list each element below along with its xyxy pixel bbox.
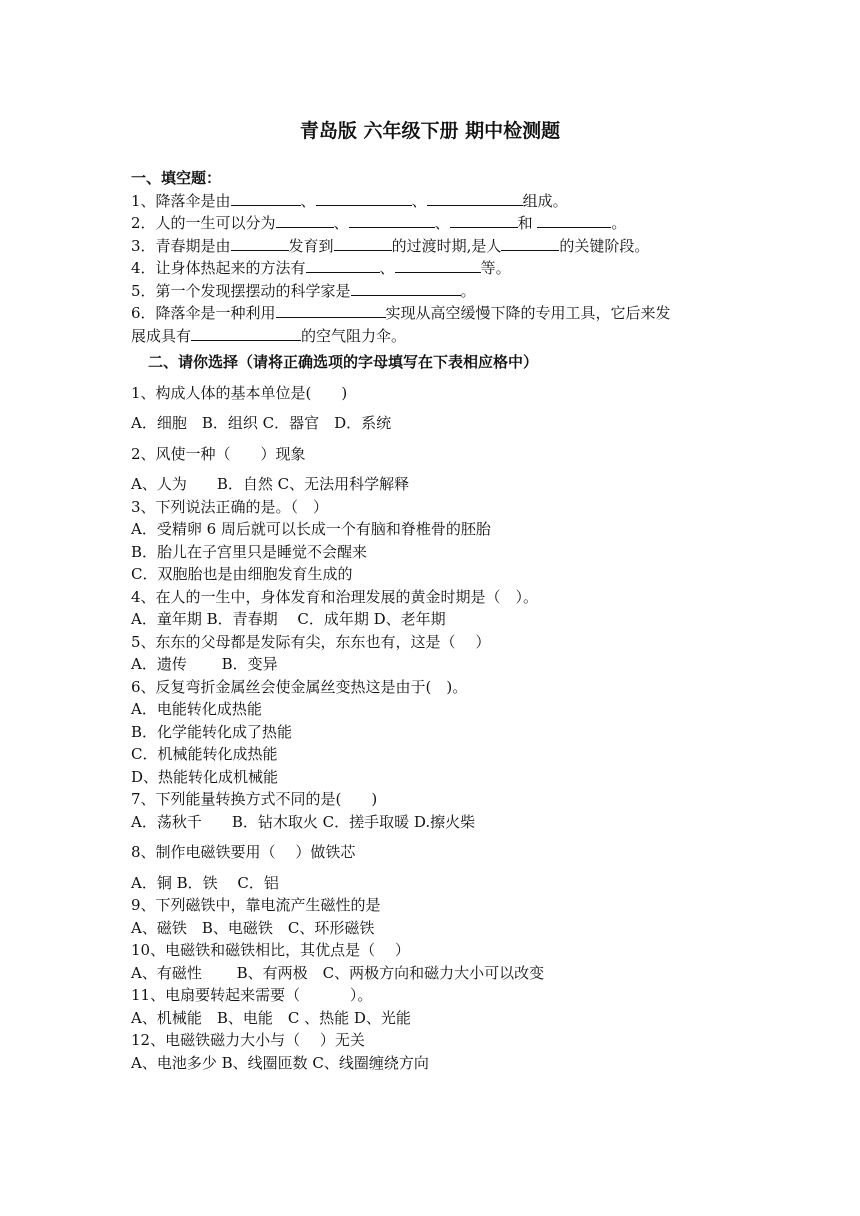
option-line: D、热能转化成机械能 <box>131 767 279 786</box>
section-heading-fill-blanks: 一、填空题： <box>131 169 222 187</box>
option-line: A．荡秋千 B．钻木取火 C．搓手取暖 D.擦火柴 <box>131 812 476 831</box>
option-line: A．遗传 B．变异 <box>131 655 278 673</box>
answer-blank[interactable] <box>231 236 289 251</box>
question-line: 10、电磁铁和磁铁相比，其优点是（ ） <box>131 941 410 959</box>
question-line: 6、反复弯折金属丝会使金属丝变热这是由于( )。 <box>131 677 468 696</box>
question-line: 8、制作电磁铁要用（ ）做铁芯 <box>131 843 356 861</box>
option-line: B．化学能转化成了热能 <box>131 722 293 741</box>
option-line: A、磁铁 B、电磁铁 C、环形磁铁 <box>131 918 375 937</box>
answer-blank[interactable] <box>427 191 523 206</box>
question-line: 5、东东的父母都是发际有尖，东东也有，这是（ ） <box>131 632 491 651</box>
option-line: C．机械能转化成热能 <box>131 745 278 763</box>
q6-text: 展成具有 <box>131 326 192 345</box>
q3-text: 3．青春期是由 <box>131 236 231 255</box>
option-line: A．细胞 B．组织 C．器官 D．系统 <box>131 414 392 432</box>
question-line: 12、电磁铁磁力大小与（ ）无关 <box>131 1031 365 1049</box>
option-line: A、电池多少 B、线圈匝数 C、线圈缠绕方向 <box>131 1053 429 1072</box>
q2-end: 。 <box>611 214 627 232</box>
answer-blank[interactable] <box>537 213 611 228</box>
q6-text: 6．降落伞是一种利用 <box>131 304 276 322</box>
question-line: 3、下列说法正确的是。（ ） <box>131 497 329 516</box>
answer-blank[interactable] <box>276 303 386 318</box>
answer-blank[interactable] <box>231 191 301 206</box>
section-multiple-choice <box>131 351 751 1074</box>
answer-blank[interactable] <box>316 191 412 206</box>
q4-sep: 、 <box>379 259 395 277</box>
option-line: A．受精卵 6 周后就可以长成一个有脑和脊椎骨的胚胎 <box>131 520 491 538</box>
answer-blank[interactable] <box>191 326 301 341</box>
q2-sep: 、 <box>333 214 349 232</box>
q6-text: 实现从高空缓慢下降的专用工具，它后来发 <box>385 304 671 322</box>
option-line: A、有磁性 B、有两极 C、两极方向和磁力大小可以改变 <box>131 963 545 982</box>
question-line: 1、构成人体的基本单位是( ) <box>131 383 348 402</box>
question-line: 2、风使一种（ ）现象 <box>131 444 306 463</box>
option-line: A．电能转化成热能 <box>131 700 262 718</box>
question-1 <box>131 190 751 213</box>
answer-blank[interactable] <box>276 213 334 228</box>
question-5 <box>131 280 751 303</box>
question-line: 9、下列磁铁中，靠电流产生磁性的是 <box>131 896 381 914</box>
option-line: C．双胞胎也是由细胞发育生成的 <box>131 565 353 583</box>
question-3 <box>131 235 751 258</box>
option-line: A．童年期 B．青春期 C．成年期 D、老年期 <box>131 610 446 628</box>
q3-text: 的过渡时期,是人 <box>391 236 502 255</box>
q5-end: 。 <box>460 281 476 300</box>
q6-end: 的空气阻力伞。 <box>301 326 407 345</box>
question-line: 7、下列能量转换方式不同的是( ) <box>131 790 378 808</box>
q3-text: 发育到 <box>288 236 334 255</box>
q1-end: 组成。 <box>522 191 568 210</box>
section-fill-blanks <box>131 167 751 347</box>
question-2 <box>131 212 751 235</box>
option-line: B．胎儿在子宫里只是睡觉不会醒来 <box>131 542 368 561</box>
question-6-cont <box>131 325 751 348</box>
q1-text: 1、降落伞是由 <box>131 191 231 210</box>
answer-blank[interactable] <box>501 236 559 251</box>
question-6 <box>131 302 751 325</box>
q2-sep: 、 <box>434 214 450 232</box>
q5-text: 5．第一个发现摆摆动的科学家是 <box>131 281 351 300</box>
answer-blank[interactable] <box>351 281 461 296</box>
answer-blank[interactable] <box>349 213 435 228</box>
answer-blank[interactable] <box>450 213 518 228</box>
question-line: 4、在人的一生中，身体发育和治理发展的黄金时期是（ ）。 <box>131 587 539 606</box>
answer-blank[interactable] <box>306 258 380 273</box>
q1-sep: 、 <box>300 191 316 210</box>
answer-blank[interactable] <box>395 258 481 273</box>
page-title: 青岛版 六年级下册 期中检测题 <box>299 120 561 142</box>
option-line: A、人为 B．自然 C、无法用科学解释 <box>131 475 410 493</box>
q2-sep: 和 <box>517 214 538 232</box>
q4-end: 等。 <box>480 259 511 277</box>
option-line: A、机械能 B、电能 C 、热能 D、光能 <box>131 1008 411 1027</box>
q2-text: 2．人的一生可以分为 <box>131 214 276 232</box>
section-heading-multiple-choice: 二、请你选择（请将正确选项的字母填写在下表相应格中） <box>148 353 539 371</box>
question-4 <box>131 257 751 280</box>
q3-end: 的关键阶段。 <box>559 236 650 255</box>
answer-blank[interactable] <box>334 236 392 251</box>
option-line: A．铜 B．铁 C．铝 <box>131 873 279 892</box>
q1-sep: 、 <box>411 191 427 210</box>
question-line: 11、电扇要转起来需要（ ）。 <box>131 986 373 1004</box>
q4-text: 4．让身体热起来的方法有 <box>131 259 306 277</box>
